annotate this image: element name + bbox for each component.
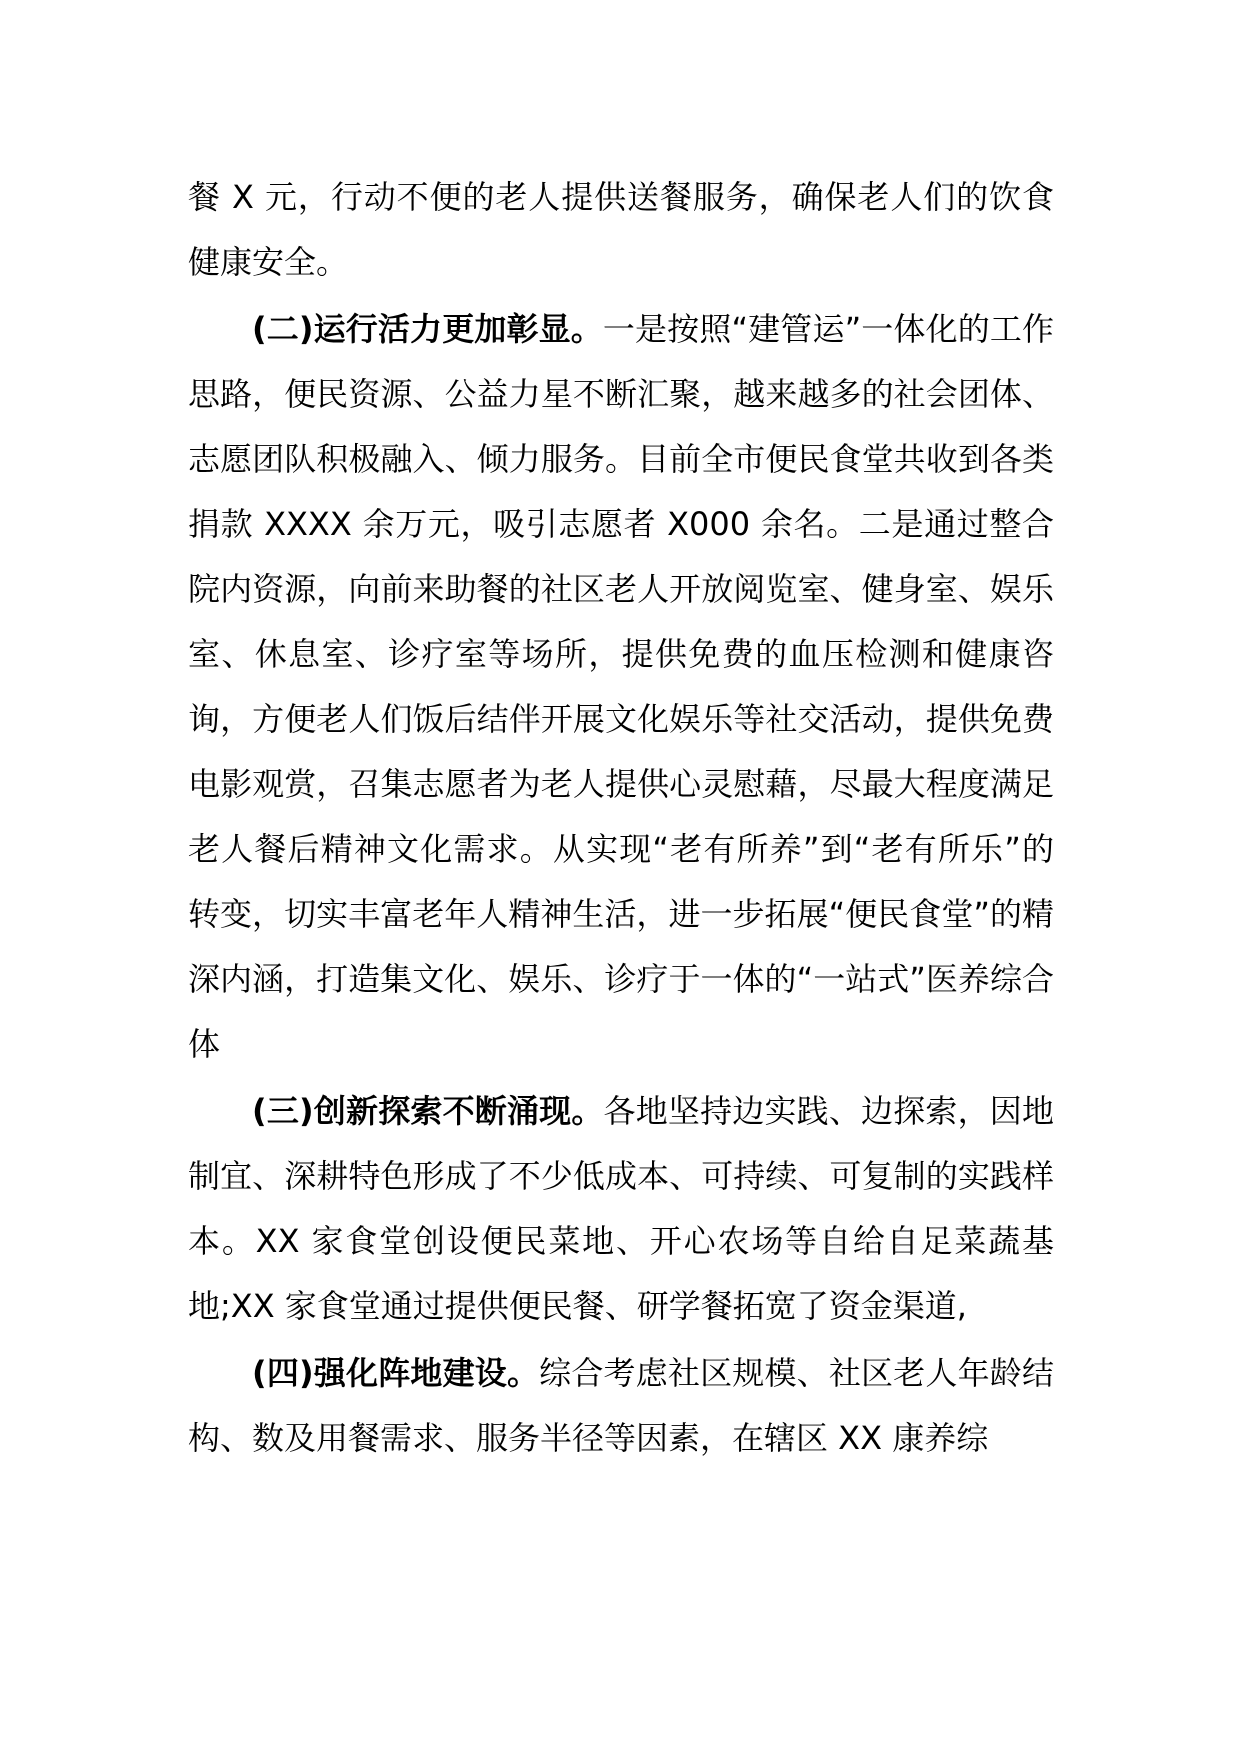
section-heading: (四)强化阵地建设。 [252,1354,540,1392]
section-heading: (二)运行活力更加彰显。 [252,310,603,348]
section-heading: (三)创新探索不断涌现。 [252,1092,604,1130]
paragraph-continuation [188,165,1054,295]
paragraph-text: 一是按照“建管运”一体化的工作思路，便民资源、公益力星不断汇聚，越来越多的社会团体、志愿团队积极融入、倾力服务。目前全市便民食堂共收到各类捐款 XXXX 余万元，吸引志愿者 X000 余名。二是通过整合院内资源，向前来助餐的社区老人开放阅览室、健身室、娱乐室、休息室、诊疗室等场所，提供免费的血压检测和健康咨询，方便老人们饭后结伴开展文化娱乐等社交活动，提供免费电影观赏，召集志愿者为老人提供心灵慰藉，尽最大程度满足老人餐后精神文化需求。从实现“老有所养”到“老有所乐”的转变，切实丰富老年人精神生活，进一步拓展“便民食堂”的精深内涵，打造集文化、娱乐、诊疗于一体的“一站式”医养综合体 [188,310,1054,1063]
paragraph-section-3 [188,1079,1054,1339]
paragraph-text: 综合考虑社区规模、社区老人年龄结构、数及用餐需求、服务半径等因素，在辖区 XX 康养综 [188,1354,1054,1457]
paragraph-section-2 [188,297,1054,1077]
paragraph-text: 各地坚持边实践、边探索，因地制宜、深耕特色形成了不少低成本、可持续、可复制的实践样本。XX 家食堂创设便民菜地、开心农场等自给自足菜蔬基地;XX 家食堂通过提供便民餐、研学餐拓宽了资金渠道, [188,1092,1054,1325]
document-page [188,165,1054,1471]
paragraph-text: 餐 X 元，行动不便的老人提供送餐服务，确保老人们的饮食健康安全。 [188,178,1054,281]
paragraph-section-4 [188,1341,1054,1471]
